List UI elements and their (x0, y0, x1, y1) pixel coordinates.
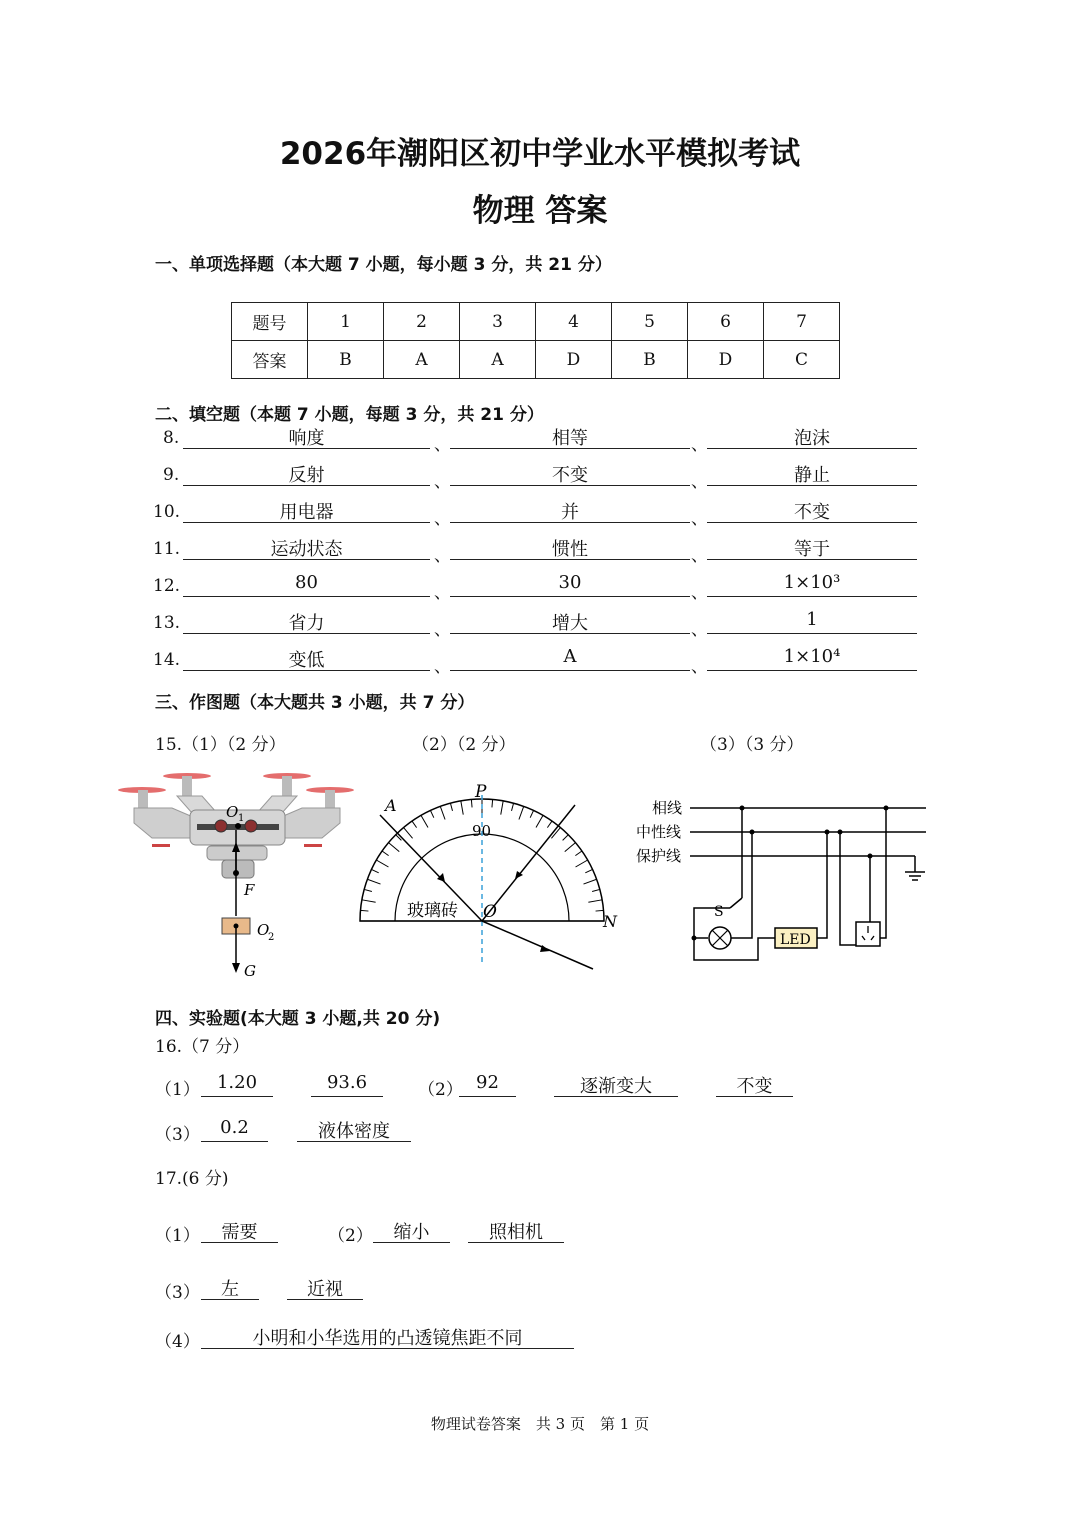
question-number: 8. (163, 428, 180, 448)
fill-row (153, 535, 933, 565)
answer-cell: D (536, 341, 612, 379)
arrow-down-icon (232, 963, 240, 973)
answer-blank: 小明和小华选用的凸透镜焦距不同 (201, 1324, 574, 1349)
led-label: LED (780, 932, 811, 948)
drone-figure (112, 768, 362, 983)
separator: 、 (691, 435, 708, 455)
q17-part1: （1） (155, 1226, 200, 1246)
answer-cell: C (764, 341, 840, 379)
answer-blank: 需要 (201, 1218, 278, 1243)
answer-blank: 泡沫 (707, 424, 917, 449)
arrow-icon (437, 873, 445, 882)
answer-blank: 30 (450, 572, 690, 597)
protractor-tick (360, 910, 368, 911)
answer-blank: 93.6 (311, 1072, 383, 1097)
answer-blank: 反射 (183, 461, 430, 486)
fill-row (153, 572, 933, 602)
q17-part3: （3） (155, 1283, 200, 1303)
page-subtitle: 物理 答案 (472, 193, 608, 229)
protractor-tick (450, 803, 452, 811)
section4-heading: 四、实验题(本大题 3 小题,共 20 分) (155, 1009, 441, 1029)
answer-cell: A (460, 341, 536, 379)
question-number: 1 (308, 303, 384, 341)
answer-blank: 1×10³ (707, 572, 917, 597)
question-number: 4 (536, 303, 612, 341)
protractor-tick (430, 810, 433, 817)
separator: 、 (691, 620, 708, 640)
answer-blank: 相等 (450, 424, 690, 449)
q17-part4: （4） (155, 1332, 200, 1352)
answer-blank: A (450, 646, 690, 671)
q15-part2-label: （2）（2 分） (412, 735, 516, 755)
protractor-tick (547, 821, 552, 828)
answer-blank: 1 (707, 609, 917, 634)
answer-blank: 增大 (450, 609, 690, 634)
ground-icon (905, 872, 925, 880)
answer-blank: 80 (183, 572, 430, 597)
label-o: O (483, 902, 497, 922)
separator: 、 (434, 583, 451, 603)
answer-table (231, 302, 840, 379)
protractor-tick (371, 869, 378, 872)
answer-blank: 等于 (707, 535, 917, 560)
answer-blank: 92 (459, 1072, 516, 1097)
protractor-tick (575, 851, 582, 856)
answer-blank: 左 (201, 1275, 259, 1300)
answer-blank: 逐渐变大 (554, 1072, 678, 1097)
label-p: P (475, 782, 487, 802)
answer-blank: 用电器 (183, 498, 430, 523)
answer-blank: 液体密度 (297, 1117, 411, 1142)
q16-part2: （2） (418, 1080, 463, 1100)
question-number: 9. (163, 465, 180, 485)
q16-part3: （3） (155, 1125, 200, 1145)
separator: 、 (691, 472, 708, 492)
answer-blank: 1×10⁴ (707, 646, 917, 671)
protractor-tick (536, 815, 543, 827)
protractor-tick (563, 835, 569, 841)
protractor-tick (367, 879, 380, 884)
protractor-tick (382, 851, 389, 856)
answer-cell: D (688, 341, 764, 379)
separator: 、 (691, 657, 708, 677)
question-number: 13. (153, 613, 181, 633)
q17-label: 17.(6 分) (155, 1169, 229, 1189)
label-a: A (385, 796, 397, 815)
answer-cell: B (612, 341, 688, 379)
separator: 、 (434, 546, 451, 566)
circuit-figure (630, 790, 940, 975)
protractor-tick (592, 889, 600, 891)
fill-row (153, 498, 933, 528)
ground-wire-label: 保护线 (636, 847, 682, 865)
question-number: 2 (384, 303, 460, 341)
separator: 、 (434, 509, 451, 529)
protractor-tick (471, 799, 472, 807)
table-row (232, 341, 840, 379)
q16-label: 16.（7 分） (155, 1037, 250, 1057)
table-row (232, 303, 840, 341)
fill-row (153, 461, 933, 491)
answer-blank: 运动状态 (183, 535, 430, 560)
answer-cell: B (308, 341, 384, 379)
answer-blank: 静止 (707, 461, 917, 486)
refraction-figure (355, 775, 625, 975)
separator: 、 (691, 509, 708, 529)
protractor-tick (404, 828, 413, 839)
answer-blank: 并 (450, 498, 690, 523)
question-number: 10. (153, 502, 181, 522)
protractor-tick (583, 879, 596, 884)
answer-blank: 0.2 (201, 1117, 268, 1142)
o2-label: O (257, 921, 270, 939)
degree-90: 90 (472, 822, 492, 840)
separator: 、 (434, 435, 451, 455)
protractor-tick (519, 806, 524, 819)
protractor-tick (364, 889, 372, 891)
fill-row (153, 646, 933, 676)
o1-subscript: 1 (238, 813, 245, 824)
fill-row (153, 424, 933, 454)
answer-blank: 省力 (183, 609, 430, 634)
protractor-tick (461, 801, 463, 815)
q17-part2: （2） (328, 1226, 373, 1246)
answer-blank: 不变 (716, 1072, 793, 1097)
switch-s-label: S (714, 904, 724, 920)
separator: 、 (691, 583, 708, 603)
answer-blank: 响度 (183, 424, 430, 449)
q15-label: 15.（1）（2 分） (155, 735, 286, 755)
question-number: 11. (153, 539, 181, 559)
answer-blank: 缩小 (373, 1218, 450, 1243)
answer-blank: 近视 (287, 1275, 363, 1300)
refracted-ray (482, 921, 593, 969)
answer-blank: 1.20 (201, 1072, 273, 1097)
protractor-tick (576, 860, 588, 867)
section1-heading: 一、单项选择题（本大题 7 小题，每小题 3 分，共 21 分） (155, 255, 612, 275)
o1-label: O (226, 803, 239, 821)
page-footer: 物理试卷答案 共 3 页 第 1 页 (430, 1415, 650, 1433)
protractor-tick (512, 803, 514, 811)
neutral-wire-label: 中性线 (636, 823, 682, 841)
row-label: 题号 (232, 303, 308, 341)
protractor-tick (421, 815, 428, 827)
section2-heading: 二、填空题（本题 7 小题，每题 3 分，共 21 分） (155, 405, 544, 425)
separator: 、 (434, 657, 451, 677)
o2-subscript: 2 (268, 932, 275, 943)
separator: 、 (691, 546, 708, 566)
answer-blank: 不变 (707, 498, 917, 523)
section3-heading: 三、作图题（本大题共 3 小题，共 7 分） (155, 693, 475, 713)
question-number: 5 (612, 303, 688, 341)
q16-part1: （1） (155, 1080, 200, 1100)
protractor-tick (588, 900, 602, 902)
live-wire-label: 相线 (652, 799, 683, 817)
protractor-tick (440, 806, 445, 819)
answer-blank: 不变 (450, 461, 690, 486)
separator: 、 (434, 472, 451, 492)
page-title: 2026年潮阳区初中学业水平模拟考试 (279, 136, 801, 172)
question-number: 14. (153, 650, 181, 670)
protractor-tick (362, 900, 376, 902)
q15-part3-label: （3）（3 分） (700, 735, 804, 755)
socket-icon (856, 922, 880, 946)
glass-brick-label: 玻璃砖 (407, 901, 458, 921)
protractor-tick (412, 821, 417, 828)
protractor-tick (565, 843, 576, 852)
switch-s (730, 898, 742, 908)
answer-blank: 照相机 (468, 1218, 564, 1243)
answer-cell: A (384, 341, 460, 379)
force-f-label: F (244, 881, 255, 899)
protractor-tick (389, 843, 400, 852)
label-n: N (603, 912, 617, 931)
protractor-tick (376, 860, 388, 867)
question-number: 3 (460, 303, 536, 341)
protractor-tick (501, 801, 503, 815)
row-label: 答案 (232, 341, 308, 379)
answer-blank: 惯性 (450, 535, 690, 560)
question-number: 12. (153, 576, 181, 596)
protractor-tick (596, 910, 604, 911)
protractor-tick (530, 810, 533, 817)
protractor-tick (492, 799, 493, 807)
question-number: 7 (764, 303, 840, 341)
separator: 、 (434, 620, 451, 640)
gravity-g-label: G (244, 962, 256, 980)
fill-row (153, 609, 933, 639)
protractor-tick (585, 869, 592, 872)
answer-blank: 变低 (183, 646, 430, 671)
question-number: 6 (688, 303, 764, 341)
